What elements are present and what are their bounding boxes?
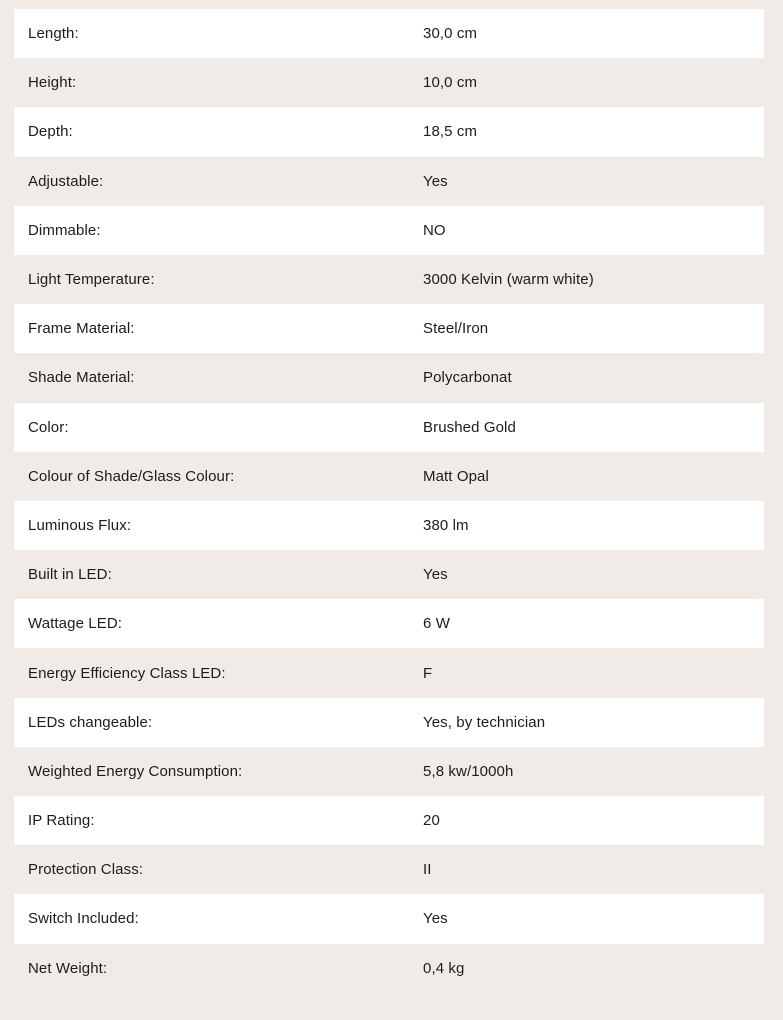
spec-label: Luminous Flux:: [28, 516, 132, 534]
spec-label: Energy Efficiency Class LED:: [28, 664, 226, 682]
spec-row-wattage-led: [14, 599, 764, 648]
spec-value: Yes: [423, 172, 448, 190]
spec-row-energy-class: [14, 648, 764, 697]
spec-row-light-temperature: [14, 255, 764, 304]
spec-label: Color:: [28, 418, 69, 436]
spec-label: LEDs changeable:: [28, 713, 153, 731]
spec-label: Shade Material:: [28, 369, 135, 387]
spec-row-color: [14, 403, 764, 452]
spec-value: Steel/Iron: [423, 320, 489, 338]
spec-label: Colour of Shade/Glass Colour:: [28, 467, 235, 485]
spec-label: Weighted Energy Consumption:: [28, 762, 243, 780]
spec-value: Yes: [423, 566, 448, 584]
spec-row-shade-material: [14, 353, 764, 402]
spec-label: Frame Material:: [28, 320, 135, 338]
spec-value: Polycarbonat: [423, 369, 512, 387]
spec-value: 380 lm: [423, 516, 469, 534]
spec-value: Brushed Gold: [423, 418, 516, 436]
spec-label: Net Weight:: [28, 959, 108, 977]
spec-value: Yes, by technician: [423, 713, 546, 731]
spec-row-dimmable: [14, 206, 764, 255]
spec-row-switch-included: [14, 894, 764, 943]
spec-row-ip-rating: [14, 796, 764, 845]
spec-value: 0,4 kg: [423, 959, 465, 977]
spec-value: II: [423, 861, 432, 879]
spec-row-height: [14, 58, 764, 107]
spec-value: 6 W: [423, 615, 450, 633]
spec-label: Adjustable:: [28, 172, 104, 190]
spec-value: 10,0 cm: [423, 74, 478, 92]
spec-value: 18,5 cm: [423, 123, 478, 141]
spec-label: Built in LED:: [28, 566, 112, 584]
spec-label: Dimmable:: [28, 221, 101, 239]
spec-value: Yes: [423, 910, 448, 928]
spec-row-energy-consumption: [14, 747, 764, 796]
spec-label: Depth:: [28, 123, 73, 141]
spec-row-adjustable: [14, 157, 764, 206]
spec-label: Protection Class:: [28, 861, 144, 879]
spec-label: IP Rating:: [28, 812, 95, 830]
spec-row-shade-colour: [14, 452, 764, 501]
spec-value: 20: [423, 812, 440, 830]
spec-label: Light Temperature:: [28, 271, 155, 289]
spec-value: 5,8 kw/1000h: [423, 762, 514, 780]
spec-value: 30,0 cm: [423, 25, 478, 43]
spec-row-depth: [14, 107, 764, 156]
spec-row-protection-class: [14, 845, 764, 894]
spec-row-length: [14, 9, 764, 58]
spec-label: Height:: [28, 74, 77, 92]
spec-label: Wattage LED:: [28, 615, 123, 633]
spec-label: Switch Included:: [28, 910, 139, 928]
spec-row-frame-material: [14, 304, 764, 353]
spec-value: 3000 Kelvin (warm white): [423, 271, 594, 289]
spec-row-leds-changeable: [14, 698, 764, 747]
spec-row-net-weight: [14, 944, 764, 993]
spec-row-built-in-led: [14, 550, 764, 599]
spec-value: NO: [423, 221, 446, 239]
product-spec-table: [14, 9, 764, 993]
spec-row-luminous-flux: [14, 501, 764, 550]
spec-value: F: [423, 664, 433, 682]
spec-value: Matt Opal: [423, 467, 489, 485]
spec-label: Length:: [28, 25, 79, 43]
